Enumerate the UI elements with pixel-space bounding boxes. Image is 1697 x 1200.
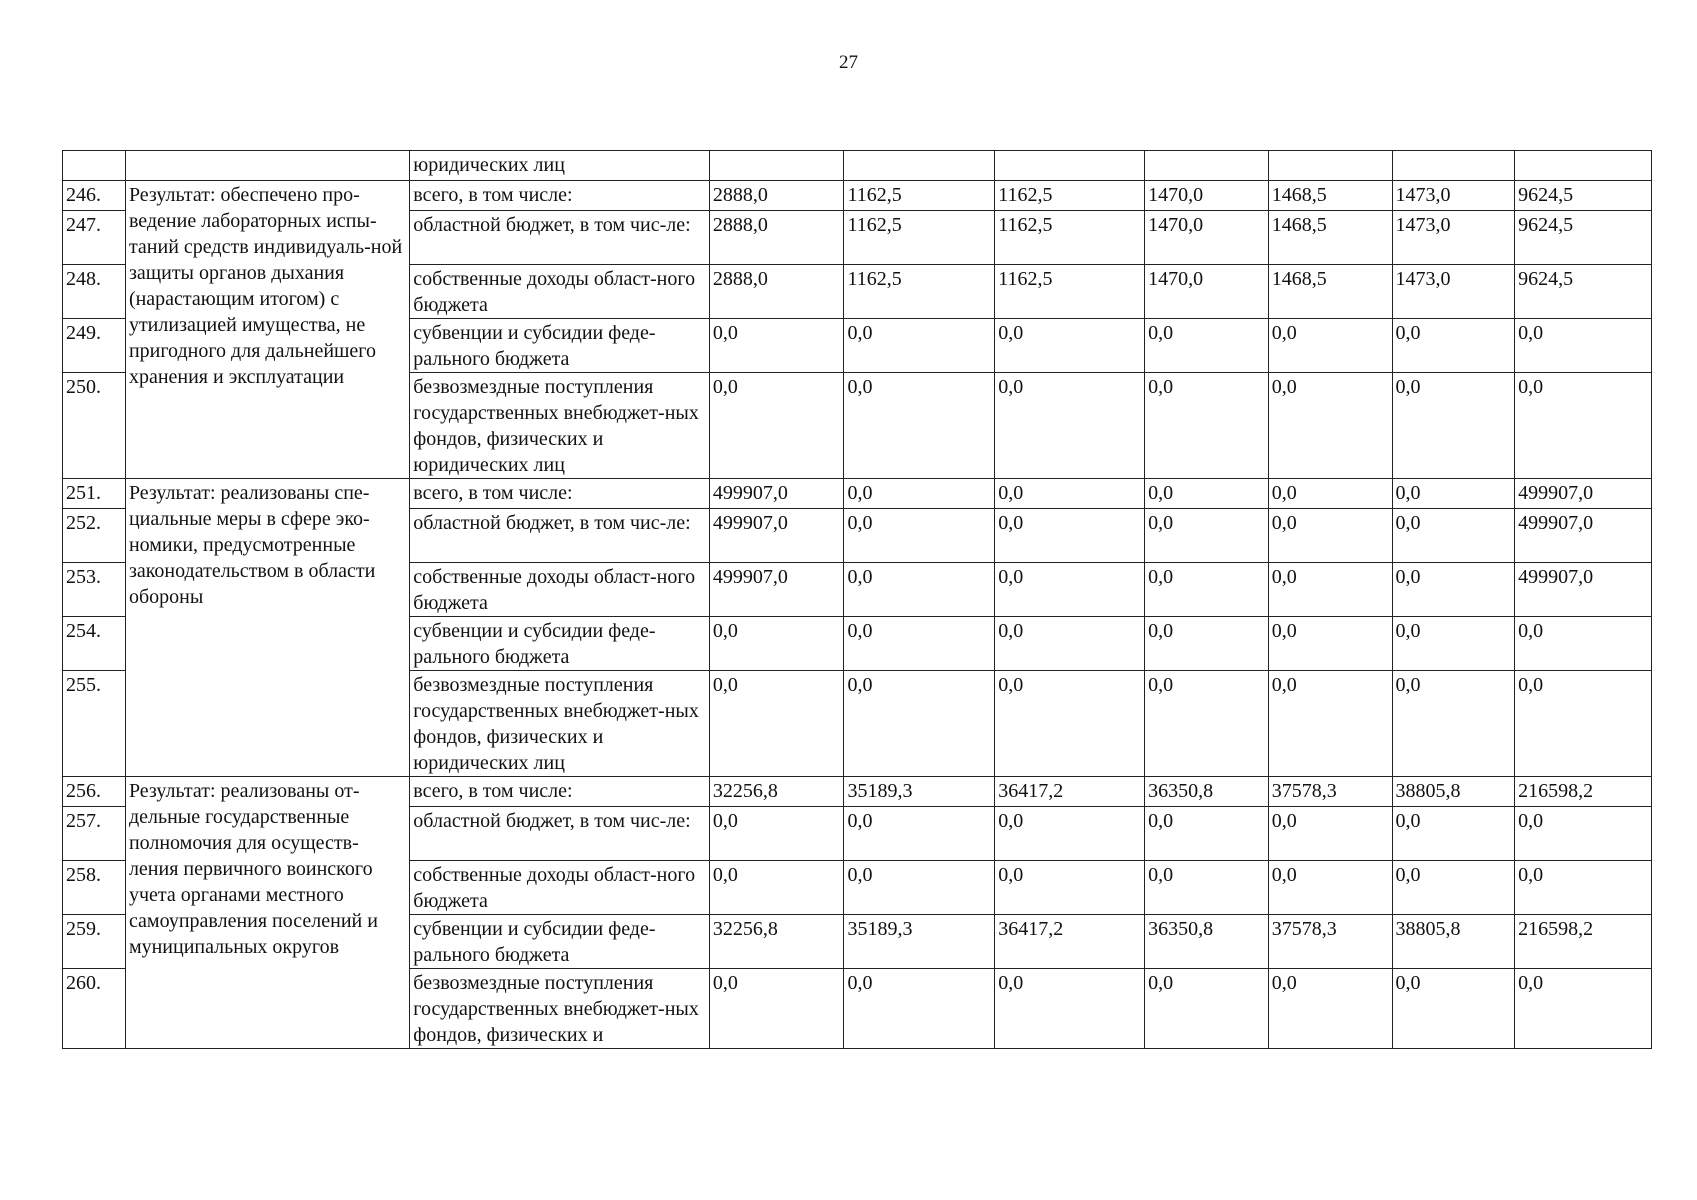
row-number-cell: 254. xyxy=(63,617,126,671)
row-number-cell: 257. xyxy=(63,807,126,861)
row-number-cell xyxy=(63,151,126,181)
value-cell: 38805,8 xyxy=(1392,915,1515,969)
funding-source-cell: собственные доходы област-ного бюджета xyxy=(410,265,710,319)
value-cell: 0,0 xyxy=(709,319,844,373)
value-cell: 1162,5 xyxy=(844,265,995,319)
value-cell: 0,0 xyxy=(844,373,995,479)
row-number-cell: 256. xyxy=(63,777,126,807)
table-row xyxy=(63,181,1652,211)
result-cell xyxy=(125,151,409,181)
value-cell: 0,0 xyxy=(1145,671,1269,777)
value-cell: 499907,0 xyxy=(1515,509,1652,563)
value-cell xyxy=(1392,151,1515,181)
row-number-cell: 247. xyxy=(63,211,126,265)
value-cell: 0,0 xyxy=(1145,861,1269,915)
value-cell: 2888,0 xyxy=(709,265,844,319)
value-cell: 0,0 xyxy=(1515,807,1652,861)
value-cell: 216598,2 xyxy=(1515,915,1652,969)
value-cell: 0,0 xyxy=(1268,373,1392,479)
funding-source-cell: областной бюджет, в том чис-ле: xyxy=(410,807,710,861)
value-cell: 0,0 xyxy=(995,617,1145,671)
value-cell: 0,0 xyxy=(1145,479,1269,509)
value-cell: 0,0 xyxy=(995,319,1145,373)
value-cell: 0,0 xyxy=(844,509,995,563)
value-cell: 1468,5 xyxy=(1268,211,1392,265)
value-cell: 0,0 xyxy=(844,319,995,373)
value-cell: 1470,0 xyxy=(1145,181,1269,211)
row-number-cell: 251. xyxy=(63,479,126,509)
value-cell: 0,0 xyxy=(844,671,995,777)
value-cell: 0,0 xyxy=(1268,479,1392,509)
funding-source-cell: субвенции и субсидии феде-рального бюджета xyxy=(410,319,710,373)
funding-source-cell: собственные доходы област-ного бюджета xyxy=(410,861,710,915)
value-cell xyxy=(1268,151,1392,181)
table-row xyxy=(63,479,1652,509)
value-cell: 0,0 xyxy=(1268,563,1392,617)
funding-source-cell: субвенции и субсидии феде-рального бюджета xyxy=(410,915,710,969)
value-cell: 1162,5 xyxy=(995,211,1145,265)
value-cell: 0,0 xyxy=(1268,319,1392,373)
value-cell xyxy=(995,151,1145,181)
value-cell: 35189,3 xyxy=(844,915,995,969)
value-cell: 0,0 xyxy=(995,671,1145,777)
table-row xyxy=(63,777,1652,807)
value-cell: 1468,5 xyxy=(1268,265,1392,319)
value-cell: 0,0 xyxy=(709,807,844,861)
value-cell xyxy=(1515,151,1652,181)
row-number-cell: 253. xyxy=(63,563,126,617)
row-number-cell: 259. xyxy=(63,915,126,969)
value-cell: 0,0 xyxy=(844,969,995,1049)
value-cell: 0,0 xyxy=(1268,617,1392,671)
value-cell: 0,0 xyxy=(709,969,844,1049)
value-cell: 37578,3 xyxy=(1268,777,1392,807)
funding-source-cell: юридических лиц xyxy=(410,151,710,181)
value-cell: 0,0 xyxy=(1515,969,1652,1049)
value-cell: 0,0 xyxy=(1392,807,1515,861)
row-number-cell: 246. xyxy=(63,181,126,211)
value-cell: 0,0 xyxy=(1392,861,1515,915)
value-cell: 37578,3 xyxy=(1268,915,1392,969)
row-number-cell: 248. xyxy=(63,265,126,319)
row-number-cell: 252. xyxy=(63,509,126,563)
page-number: 27 xyxy=(839,52,858,73)
value-cell: 0,0 xyxy=(1268,671,1392,777)
funding-source-cell: безвозмездные поступления государственных внебюджет-ных фондов, физических и юридических лиц xyxy=(410,671,710,777)
value-cell: 0,0 xyxy=(709,617,844,671)
value-cell: 0,0 xyxy=(1268,509,1392,563)
value-cell: 1470,0 xyxy=(1145,265,1269,319)
value-cell: 499907,0 xyxy=(709,509,844,563)
value-cell: 0,0 xyxy=(844,807,995,861)
value-cell: 0,0 xyxy=(1145,969,1269,1049)
value-cell: 0,0 xyxy=(1145,563,1269,617)
value-cell: 32256,8 xyxy=(709,777,844,807)
value-cell: 1162,5 xyxy=(844,211,995,265)
value-cell: 0,0 xyxy=(1392,479,1515,509)
funding-source-cell: всего, в том числе: xyxy=(410,181,710,211)
value-cell: 0,0 xyxy=(709,861,844,915)
value-cell: 0,0 xyxy=(844,563,995,617)
value-cell: 35189,3 xyxy=(844,777,995,807)
value-cell: 0,0 xyxy=(995,563,1145,617)
value-cell: 0,0 xyxy=(1145,319,1269,373)
value-cell: 0,0 xyxy=(1145,617,1269,671)
value-cell: 36350,8 xyxy=(1145,915,1269,969)
value-cell: 1473,0 xyxy=(1392,265,1515,319)
value-cell: 9624,5 xyxy=(1515,211,1652,265)
value-cell xyxy=(1145,151,1269,181)
value-cell: 499907,0 xyxy=(709,563,844,617)
value-cell: 0,0 xyxy=(1392,319,1515,373)
value-cell: 0,0 xyxy=(1145,373,1269,479)
value-cell: 0,0 xyxy=(1268,969,1392,1049)
value-cell: 9624,5 xyxy=(1515,265,1652,319)
value-cell: 0,0 xyxy=(1145,807,1269,861)
value-cell: 0,0 xyxy=(844,479,995,509)
value-cell: 2888,0 xyxy=(709,181,844,211)
value-cell: 499907,0 xyxy=(1515,563,1652,617)
value-cell: 0,0 xyxy=(995,807,1145,861)
value-cell: 0,0 xyxy=(1392,509,1515,563)
funding-source-cell: безвозмездные поступления государственных внебюджет-ных фондов, физических и юридических лиц xyxy=(410,373,710,479)
result-cell: Результат: обеспечено про-ведение лабораторных испы-таний средств индивидуаль-ной защиты органов дыхания (нарастающим итогом) с утилизацией имущества, не пригодного для дальнейшего хранения и эксплуатации xyxy=(125,181,409,479)
value-cell: 0,0 xyxy=(1392,617,1515,671)
value-cell: 1162,5 xyxy=(995,181,1145,211)
row-number-cell: 260. xyxy=(63,969,126,1049)
value-cell: 1162,5 xyxy=(844,181,995,211)
value-cell: 0,0 xyxy=(995,969,1145,1049)
table-row xyxy=(63,151,1652,181)
funding-source-cell: всего, в том числе: xyxy=(410,479,710,509)
value-cell: 0,0 xyxy=(709,671,844,777)
value-cell: 0,0 xyxy=(995,509,1145,563)
budget-table xyxy=(62,150,1652,1049)
value-cell: 32256,8 xyxy=(709,915,844,969)
value-cell: 38805,8 xyxy=(1392,777,1515,807)
value-cell: 0,0 xyxy=(995,373,1145,479)
value-cell: 0,0 xyxy=(1268,807,1392,861)
value-cell: 0,0 xyxy=(844,861,995,915)
value-cell: 0,0 xyxy=(995,861,1145,915)
value-cell: 0,0 xyxy=(1268,861,1392,915)
value-cell: 2888,0 xyxy=(709,211,844,265)
value-cell: 0,0 xyxy=(844,617,995,671)
result-cell: Результат: реализованы спе-циальные меры в сфере эко-номики, предусмотренные законодательством в области обороны xyxy=(125,479,409,777)
funding-source-cell: безвозмездные поступления государственных внебюджет-ных фондов, физических и xyxy=(410,969,710,1049)
value-cell: 0,0 xyxy=(995,479,1145,509)
value-cell: 499907,0 xyxy=(709,479,844,509)
value-cell: 1162,5 xyxy=(995,265,1145,319)
row-number-cell: 250. xyxy=(63,373,126,479)
funding-source-cell: всего, в том числе: xyxy=(410,777,710,807)
value-cell: 0,0 xyxy=(1392,671,1515,777)
value-cell: 36350,8 xyxy=(1145,777,1269,807)
value-cell: 9624,5 xyxy=(1515,181,1652,211)
value-cell: 0,0 xyxy=(1515,671,1652,777)
value-cell: 0,0 xyxy=(1515,861,1652,915)
value-cell: 0,0 xyxy=(1515,373,1652,479)
value-cell: 1473,0 xyxy=(1392,211,1515,265)
value-cell: 0,0 xyxy=(1392,563,1515,617)
value-cell: 36417,2 xyxy=(995,915,1145,969)
value-cell: 0,0 xyxy=(1515,319,1652,373)
funding-source-cell: областной бюджет, в том чис-ле: xyxy=(410,509,710,563)
row-number-cell: 249. xyxy=(63,319,126,373)
value-cell: 0,0 xyxy=(709,373,844,479)
value-cell: 1468,5 xyxy=(1268,181,1392,211)
value-cell: 216598,2 xyxy=(1515,777,1652,807)
value-cell: 36417,2 xyxy=(995,777,1145,807)
funding-source-cell: субвенции и субсидии феде-рального бюджета xyxy=(410,617,710,671)
funding-source-cell: собственные доходы област-ного бюджета xyxy=(410,563,710,617)
value-cell: 1473,0 xyxy=(1392,181,1515,211)
row-number-cell: 255. xyxy=(63,671,126,777)
table-body xyxy=(63,151,1652,1049)
value-cell: 1470,0 xyxy=(1145,211,1269,265)
value-cell: 499907,0 xyxy=(1515,479,1652,509)
value-cell: 0,0 xyxy=(1145,509,1269,563)
funding-source-cell: областной бюджет, в том чис-ле: xyxy=(410,211,710,265)
value-cell: 0,0 xyxy=(1515,617,1652,671)
value-cell: 0,0 xyxy=(1392,969,1515,1049)
value-cell: 0,0 xyxy=(1392,373,1515,479)
value-cell xyxy=(844,151,995,181)
result-cell: Результат: реализованы от-дельные государственные полномочия для осуществ-ления первичного воинского учета органами местного самоуправления поселений и муниципальных округов xyxy=(125,777,409,1049)
value-cell xyxy=(709,151,844,181)
row-number-cell: 258. xyxy=(63,861,126,915)
